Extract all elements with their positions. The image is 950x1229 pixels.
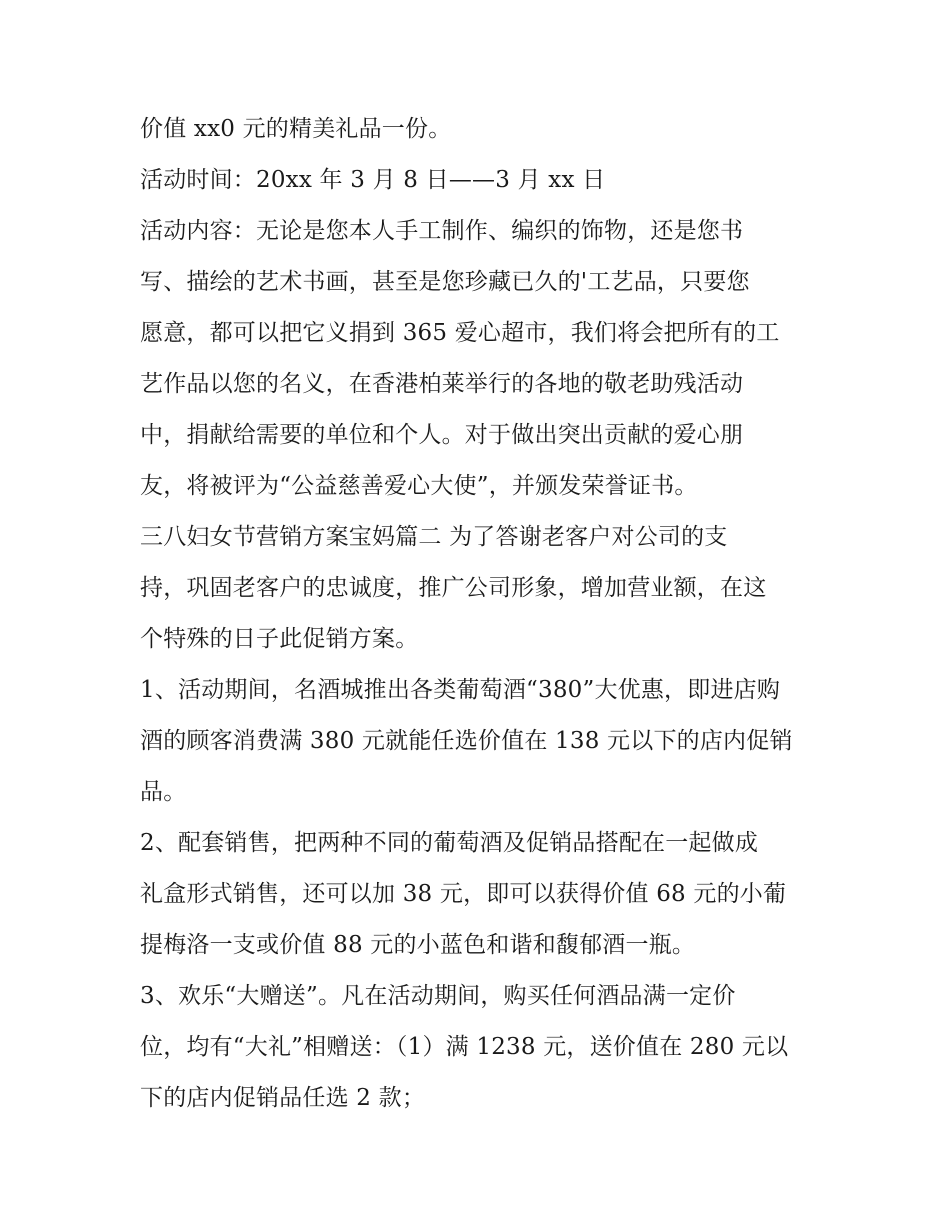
text-line: 活动时间：20xx 年 3 月 8 日——3 月 xx 日 bbox=[140, 167, 606, 193]
text-line: 品。 bbox=[140, 779, 187, 805]
text-line: 艺作品以您的名义，在香港柏莱举行的各地的敬老助残活动 bbox=[140, 371, 744, 397]
text-line: 愿意，都可以把它义捐到 365 爱心超市，我们将会把所有的工 bbox=[140, 320, 780, 346]
text-line: 礼盒形式销售，还可以加 38 元，即可以获得价值 68 元的小葡 bbox=[140, 881, 787, 907]
text-line: 2、配套销售，把两种不同的葡萄酒及促销品搭配在一起做成 bbox=[140, 830, 759, 856]
text-line: 活动内容：无论是您本人手工制作、编织的饰物，还是您书 bbox=[140, 218, 744, 244]
text-line: 持，巩固老客户的忠诚度，推广公司形象，增加营业额，在这 bbox=[140, 575, 767, 601]
text-line: 提梅洛一支或价值 88 元的小蓝色和谐和馥郁酒一瓶。 bbox=[140, 932, 696, 958]
text-line: 酒的顾客消费满 380 元就能任选价值在 138 元以下的店内促销 bbox=[140, 728, 793, 754]
text-line: 个特殊的日子此促销方案。 bbox=[140, 626, 419, 652]
text-line: 中，捐献给需要的单位和个人。对于做出突出贡献的爱心朋 bbox=[140, 422, 744, 448]
text-line: 写、描绘的艺术书画，甚至是您珍藏已久的'工艺品，只要您 bbox=[140, 269, 750, 295]
text-line: 价值 xx0 元的精美礼品一份。 bbox=[140, 116, 452, 142]
text-line: 3、欢乐“大赠送”。凡在活动期间，购买任何酒品满一定价 bbox=[140, 983, 736, 1009]
text-line: 三八妇女节营销方案宝妈篇二 为了答谢老客户对公司的支 bbox=[140, 524, 728, 550]
text-line: 1、活动期间，名酒城推出各类葡萄酒“380”大优惠，即进店购 bbox=[140, 677, 781, 703]
text-line: 友，将被评为“公益慈善爱心大使”，并颁发荣誉证书。 bbox=[140, 473, 698, 499]
text-line: 位，均有“大礼”相赠送：（1）满 1238 元，送价值在 280 元以 bbox=[140, 1034, 789, 1060]
text-line: 下的店内促销品任选 2 款； bbox=[140, 1085, 426, 1111]
